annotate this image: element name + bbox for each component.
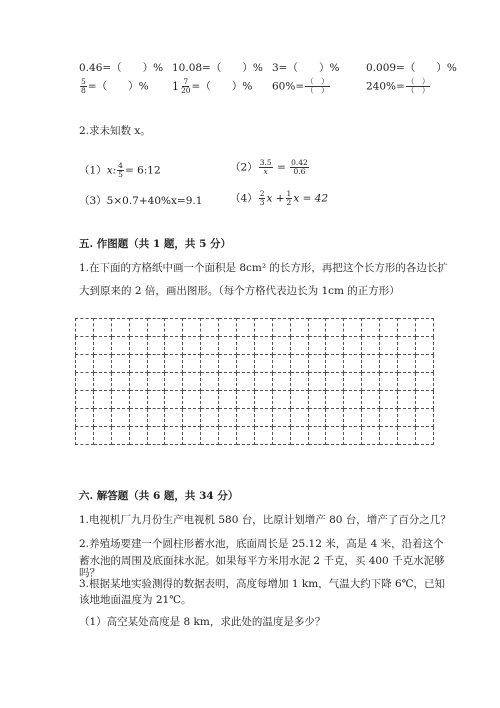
grid-cell[interactable] bbox=[76, 319, 94, 337]
fraction: $\frac{5}{8}$ bbox=[81, 77, 86, 95]
grid-cell[interactable] bbox=[380, 409, 398, 427]
grid-cell[interactable] bbox=[326, 409, 344, 427]
grid-cell[interactable] bbox=[415, 355, 433, 373]
grid-cell[interactable] bbox=[237, 409, 255, 427]
grid-cell[interactable] bbox=[76, 427, 94, 445]
grid-cell[interactable] bbox=[362, 355, 380, 373]
grid-cell[interactable] bbox=[254, 373, 272, 391]
grid-cell[interactable] bbox=[111, 373, 129, 391]
grid-cell[interactable] bbox=[201, 427, 219, 445]
grid-cell[interactable] bbox=[344, 355, 362, 373]
fraction: $\frac{1}{2}$ bbox=[286, 189, 292, 207]
grid-cell[interactable] bbox=[165, 373, 183, 391]
conv-item-3: 3=（ ）% bbox=[272, 62, 340, 74]
grid-cell[interactable] bbox=[111, 337, 129, 355]
grid-cell[interactable] bbox=[380, 391, 398, 409]
grid-cell[interactable] bbox=[398, 409, 416, 427]
grid-cell[interactable] bbox=[183, 355, 201, 373]
grid-cell[interactable] bbox=[290, 427, 308, 445]
grid-cell[interactable] bbox=[129, 337, 147, 355]
grid-cell[interactable] bbox=[272, 337, 290, 355]
grid-cell[interactable] bbox=[237, 427, 255, 445]
section-5-heading: 五. 作图题（共 1 题，共 5 分） bbox=[79, 238, 232, 250]
grid-cell[interactable] bbox=[93, 373, 111, 391]
grid-cell[interactable] bbox=[415, 409, 433, 427]
grid-cell[interactable] bbox=[254, 355, 272, 373]
grid-cell[interactable] bbox=[165, 355, 183, 373]
grid-cell[interactable] bbox=[201, 373, 219, 391]
grid-cell[interactable] bbox=[129, 373, 147, 391]
grid-cell[interactable] bbox=[344, 319, 362, 337]
equation-4: （4） $\frac{2}{3}$ x + $\frac{1}{2}$ x = 42 bbox=[230, 189, 329, 207]
grid-cell[interactable] bbox=[380, 427, 398, 445]
grid-cell[interactable] bbox=[237, 337, 255, 355]
grid-cell[interactable] bbox=[201, 409, 219, 427]
section-6-q1: 1.电视机厂九月份生产电视机 580 台，比原计划增产 80 台，增产了百分之几？ bbox=[79, 514, 451, 526]
grid-cell[interactable] bbox=[308, 373, 326, 391]
grid-cell[interactable] bbox=[147, 409, 165, 427]
grid-cell[interactable] bbox=[219, 373, 237, 391]
section-6-q3-line1: 3.根据某地实验测得的数据表明，高度每增加 1 km，气温大约下降 6℃，已知 bbox=[79, 578, 445, 590]
grid-cell[interactable] bbox=[165, 391, 183, 409]
grid-cell[interactable] bbox=[147, 373, 165, 391]
grid-cell[interactable] bbox=[111, 319, 129, 337]
grid-cell[interactable] bbox=[290, 373, 308, 391]
grid-cell[interactable] bbox=[165, 337, 183, 355]
grid-cell[interactable] bbox=[219, 355, 237, 373]
drawing-grid[interactable] bbox=[75, 318, 434, 445]
grid-cell[interactable] bbox=[272, 409, 290, 427]
grid-cell[interactable] bbox=[76, 373, 94, 391]
grid-cell[interactable] bbox=[344, 391, 362, 409]
fraction: $\frac{3.5}{x}$ bbox=[259, 158, 272, 176]
grid-cell[interactable] bbox=[237, 391, 255, 409]
grid-cell[interactable] bbox=[254, 409, 272, 427]
grid-cell[interactable] bbox=[237, 355, 255, 373]
grid-cell[interactable] bbox=[254, 391, 272, 409]
grid-cell[interactable] bbox=[398, 337, 416, 355]
grid-cell[interactable] bbox=[326, 319, 344, 337]
grid-cell[interactable] bbox=[398, 391, 416, 409]
grid-cell[interactable] bbox=[201, 319, 219, 337]
grid-cell[interactable] bbox=[362, 427, 380, 445]
section-6-q2-line1: 2.养殖场要建一个圆柱形蓄水池，底面周长是 25.12 米，高是 4 米，沿着这个 bbox=[79, 538, 444, 550]
grid-cell[interactable] bbox=[362, 391, 380, 409]
grid-cell[interactable] bbox=[147, 391, 165, 409]
grid-cell[interactable] bbox=[362, 337, 380, 355]
grid-cell[interactable] bbox=[272, 319, 290, 337]
grid-cell[interactable] bbox=[76, 409, 94, 427]
q2-title: 2.求未知数 x。 bbox=[79, 125, 151, 137]
equation-3: （3）5×0.7+40%x=9.1 bbox=[79, 195, 203, 207]
grid-cell[interactable] bbox=[380, 319, 398, 337]
grid-cell[interactable] bbox=[165, 409, 183, 427]
grid-cell[interactable] bbox=[219, 319, 237, 337]
grid-cell[interactable] bbox=[93, 427, 111, 445]
grid-cell[interactable] bbox=[201, 337, 219, 355]
grid-cell[interactable] bbox=[308, 427, 326, 445]
grid-cell[interactable] bbox=[219, 409, 237, 427]
grid-cell[interactable] bbox=[254, 427, 272, 445]
grid-cell[interactable] bbox=[290, 391, 308, 409]
grid-cell[interactable] bbox=[165, 319, 183, 337]
grid-cell[interactable] bbox=[183, 319, 201, 337]
grid-cell[interactable] bbox=[362, 409, 380, 427]
grid-cell[interactable] bbox=[272, 355, 290, 373]
grid-cell[interactable] bbox=[219, 427, 237, 445]
grid-row bbox=[76, 391, 434, 409]
grid-cell[interactable] bbox=[129, 319, 147, 337]
grid-cell[interactable] bbox=[76, 337, 94, 355]
fraction: $\frac{0.42}{0.6}$ bbox=[291, 158, 308, 176]
grid-cell[interactable] bbox=[344, 373, 362, 391]
grid-cell[interactable] bbox=[183, 391, 201, 409]
grid-cell[interactable] bbox=[93, 337, 111, 355]
conv-item-6: 1 $\frac{7}{20}$ =（ ）% bbox=[172, 77, 253, 95]
grid-row bbox=[76, 409, 434, 427]
conv-item-1: 0.46=（ ）% bbox=[79, 62, 164, 74]
section-6-q2-line2: 蓄水池的周围及底面抹水泥。如果每平方米用水泥 2 千克，买 400 千克水泥够 bbox=[79, 555, 445, 567]
grid-cell[interactable] bbox=[147, 337, 165, 355]
grid-cell[interactable] bbox=[326, 355, 344, 373]
grid-cell[interactable] bbox=[76, 355, 94, 373]
section-6-q3-sub1: （1）高空某处高度是 8 km，求此处的温度是多少？ bbox=[79, 616, 326, 628]
grid-cell[interactable] bbox=[308, 355, 326, 373]
conv-item-2: 10.08=（ ）% bbox=[172, 62, 263, 74]
grid-cell[interactable] bbox=[326, 337, 344, 355]
grid-cell[interactable] bbox=[415, 427, 433, 445]
grid-cell[interactable] bbox=[147, 319, 165, 337]
grid-cell[interactable] bbox=[93, 391, 111, 409]
grid-cell[interactable] bbox=[344, 427, 362, 445]
grid-cell[interactable] bbox=[415, 373, 433, 391]
grid-cell[interactable] bbox=[415, 319, 433, 337]
equation-2: （2） $\frac{3.5}{x}$ = $\frac{0.42}{0.6}$ bbox=[230, 158, 308, 176]
grid-cell[interactable] bbox=[147, 427, 165, 445]
grid-cell[interactable] bbox=[290, 409, 308, 427]
fraction: $\frac{( )}{( )}$ bbox=[406, 77, 430, 95]
grid-cell[interactable] bbox=[93, 355, 111, 373]
grid-cell[interactable] bbox=[254, 337, 272, 355]
grid-row bbox=[76, 319, 434, 337]
grid-cell[interactable] bbox=[129, 427, 147, 445]
grid-row bbox=[76, 337, 434, 355]
grid-cell[interactable] bbox=[380, 355, 398, 373]
grid-cell[interactable] bbox=[111, 355, 129, 373]
grid-cell[interactable] bbox=[93, 409, 111, 427]
grid-cell[interactable] bbox=[111, 427, 129, 445]
grid-cell[interactable] bbox=[326, 373, 344, 391]
grid-cell[interactable] bbox=[129, 355, 147, 373]
grid-cell[interactable] bbox=[308, 319, 326, 337]
grid-cell[interactable] bbox=[111, 391, 129, 409]
grid-cell[interactable] bbox=[398, 427, 416, 445]
conv-item-7: 60%= $\frac{( )}{( )}$ bbox=[272, 77, 329, 95]
grid-cell[interactable] bbox=[326, 391, 344, 409]
grid-cell[interactable] bbox=[201, 391, 219, 409]
grid-cell[interactable] bbox=[237, 373, 255, 391]
section-5-q1-line1: 1.在下面的方格纸中画一个面积是 8cm² 的长方形，再把这个长方形的各边长扩 bbox=[79, 262, 448, 274]
grid-cell[interactable] bbox=[147, 355, 165, 373]
fraction: $\frac{7}{20}$ bbox=[181, 77, 191, 95]
grid-cell[interactable] bbox=[308, 337, 326, 355]
grid-cell[interactable] bbox=[183, 337, 201, 355]
grid-cell[interactable] bbox=[398, 319, 416, 337]
grid-cell[interactable] bbox=[362, 319, 380, 337]
grid-cell[interactable] bbox=[398, 355, 416, 373]
grid-row bbox=[76, 427, 434, 445]
conv-item-4: 0.009=（ ）% bbox=[366, 62, 457, 74]
grid-cell[interactable] bbox=[76, 391, 94, 409]
grid-cell[interactable] bbox=[272, 427, 290, 445]
section-5-q1-line2: 大到原来的 2 倍，画出图形。（每个方格代表边长为 1cm 的正方形） bbox=[79, 285, 400, 297]
grid-cell[interactable] bbox=[165, 427, 183, 445]
grid-row bbox=[76, 373, 434, 391]
grid-cell[interactable] bbox=[272, 391, 290, 409]
grid-cell[interactable] bbox=[237, 319, 255, 337]
fraction: $\frac{( )}{( )}$ bbox=[306, 77, 329, 95]
grid-cell[interactable] bbox=[308, 391, 326, 409]
grid-cell[interactable] bbox=[183, 427, 201, 445]
grid-cell[interactable] bbox=[362, 373, 380, 391]
grid-cell[interactable] bbox=[380, 373, 398, 391]
fraction: $\frac{4}{5}$ bbox=[118, 161, 123, 179]
grid-cell[interactable] bbox=[201, 355, 219, 373]
grid-cell[interactable] bbox=[290, 337, 308, 355]
grid-cell[interactable] bbox=[326, 427, 344, 445]
grid-row bbox=[76, 355, 434, 373]
section-6-q2-line3: 吗？ bbox=[79, 567, 100, 579]
grid-cell[interactable] bbox=[129, 409, 147, 427]
grid-cell[interactable] bbox=[380, 337, 398, 355]
grid-cell[interactable] bbox=[129, 391, 147, 409]
grid-cell[interactable] bbox=[183, 373, 201, 391]
grid-cell[interactable] bbox=[415, 337, 433, 355]
conv-item-8: 240%= $\frac{( )}{( )}$ bbox=[366, 77, 430, 95]
grid-cell[interactable] bbox=[398, 373, 416, 391]
grid-cell[interactable] bbox=[219, 391, 237, 409]
grid-cell[interactable] bbox=[219, 337, 237, 355]
section-6-heading: 六. 解答题（共 6 题，共 34 分） bbox=[79, 490, 239, 502]
conv-item-5: $\frac{5}{8}$ =（ ）% bbox=[81, 77, 149, 95]
grid-cell[interactable] bbox=[111, 409, 129, 427]
grid-cell[interactable] bbox=[344, 337, 362, 355]
section-6-q3-line2: 该地地面温度为 21℃。 bbox=[79, 594, 192, 606]
grid-cell[interactable] bbox=[254, 319, 272, 337]
grid-cell[interactable] bbox=[93, 319, 111, 337]
grid-cell[interactable] bbox=[290, 319, 308, 337]
grid-cell[interactable] bbox=[290, 355, 308, 373]
grid-cell[interactable] bbox=[344, 409, 362, 427]
equation-1: （1）x: $\frac{4}{5}$ = 6:12 bbox=[79, 161, 161, 179]
fraction: $\frac{2}{3}$ bbox=[259, 189, 265, 207]
grid-cell[interactable] bbox=[415, 391, 433, 409]
grid-cell[interactable] bbox=[183, 409, 201, 427]
grid-cell[interactable] bbox=[308, 409, 326, 427]
grid-cell[interactable] bbox=[272, 373, 290, 391]
